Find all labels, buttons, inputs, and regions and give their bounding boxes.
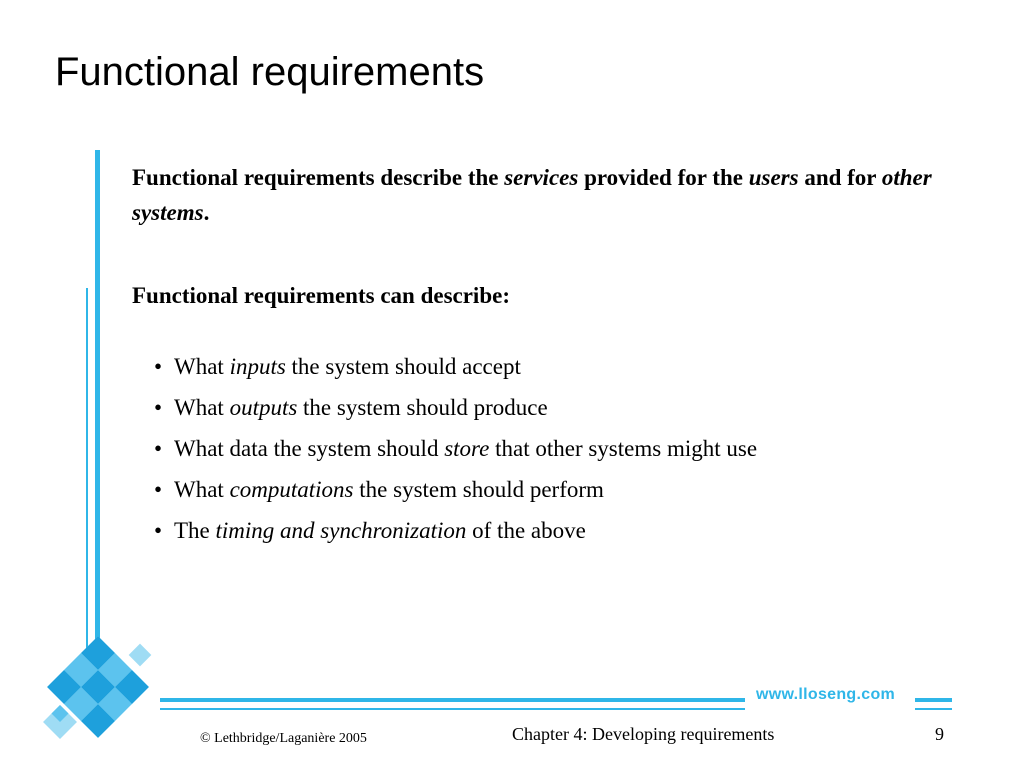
vertical-accent-line-thin <box>86 288 88 648</box>
paragraph-text: . <box>203 200 210 225</box>
paragraph-text: Functional requirements describe the <box>132 165 505 190</box>
bullet-icon: • <box>154 477 163 502</box>
horizontal-accent-line-thin <box>160 708 745 710</box>
horizontal-accent-line-right-thin <box>915 708 952 710</box>
bullet-icon: • <box>154 436 163 461</box>
lloseng-logo-icon <box>30 630 170 740</box>
bullet-icon: • <box>154 518 163 543</box>
list-item: • What inputs the system should accept <box>132 349 972 390</box>
list-item: • What computations the system should perform <box>132 472 972 513</box>
horizontal-accent-line-right <box>915 698 952 702</box>
copyright-text: © Lethbridge/Laganière 2005 <box>200 731 367 746</box>
requirements-list <box>132 349 972 554</box>
bullet-icon: • <box>154 395 163 420</box>
page-number: 9 <box>935 724 944 744</box>
list-item: • What outputs the system should produce <box>132 390 972 431</box>
emphasis-other-systems: other systems <box>132 165 932 225</box>
list-item: • The timing and synchronization of the above <box>132 513 972 554</box>
vertical-accent-line <box>95 150 100 670</box>
emphasis-users: users <box>748 165 799 190</box>
emphasis-services: services <box>504 165 579 190</box>
paragraph-text: and for <box>798 165 882 190</box>
intro-paragraph: Functional requirements can describe: <box>132 283 510 308</box>
horizontal-accent-line <box>160 698 745 702</box>
paragraph-text: provided for the <box>578 165 749 190</box>
definition-paragraph <box>132 160 972 230</box>
list-item: • What data the system should store that other systems might use <box>132 431 972 472</box>
chapter-label: Chapter 4: Developing requirements <box>512 724 775 744</box>
slide-title: Functional requirements <box>55 50 485 94</box>
website-url: www.lloseng.com <box>756 686 896 703</box>
bullet-icon: • <box>154 354 163 379</box>
slide-body <box>132 160 972 554</box>
